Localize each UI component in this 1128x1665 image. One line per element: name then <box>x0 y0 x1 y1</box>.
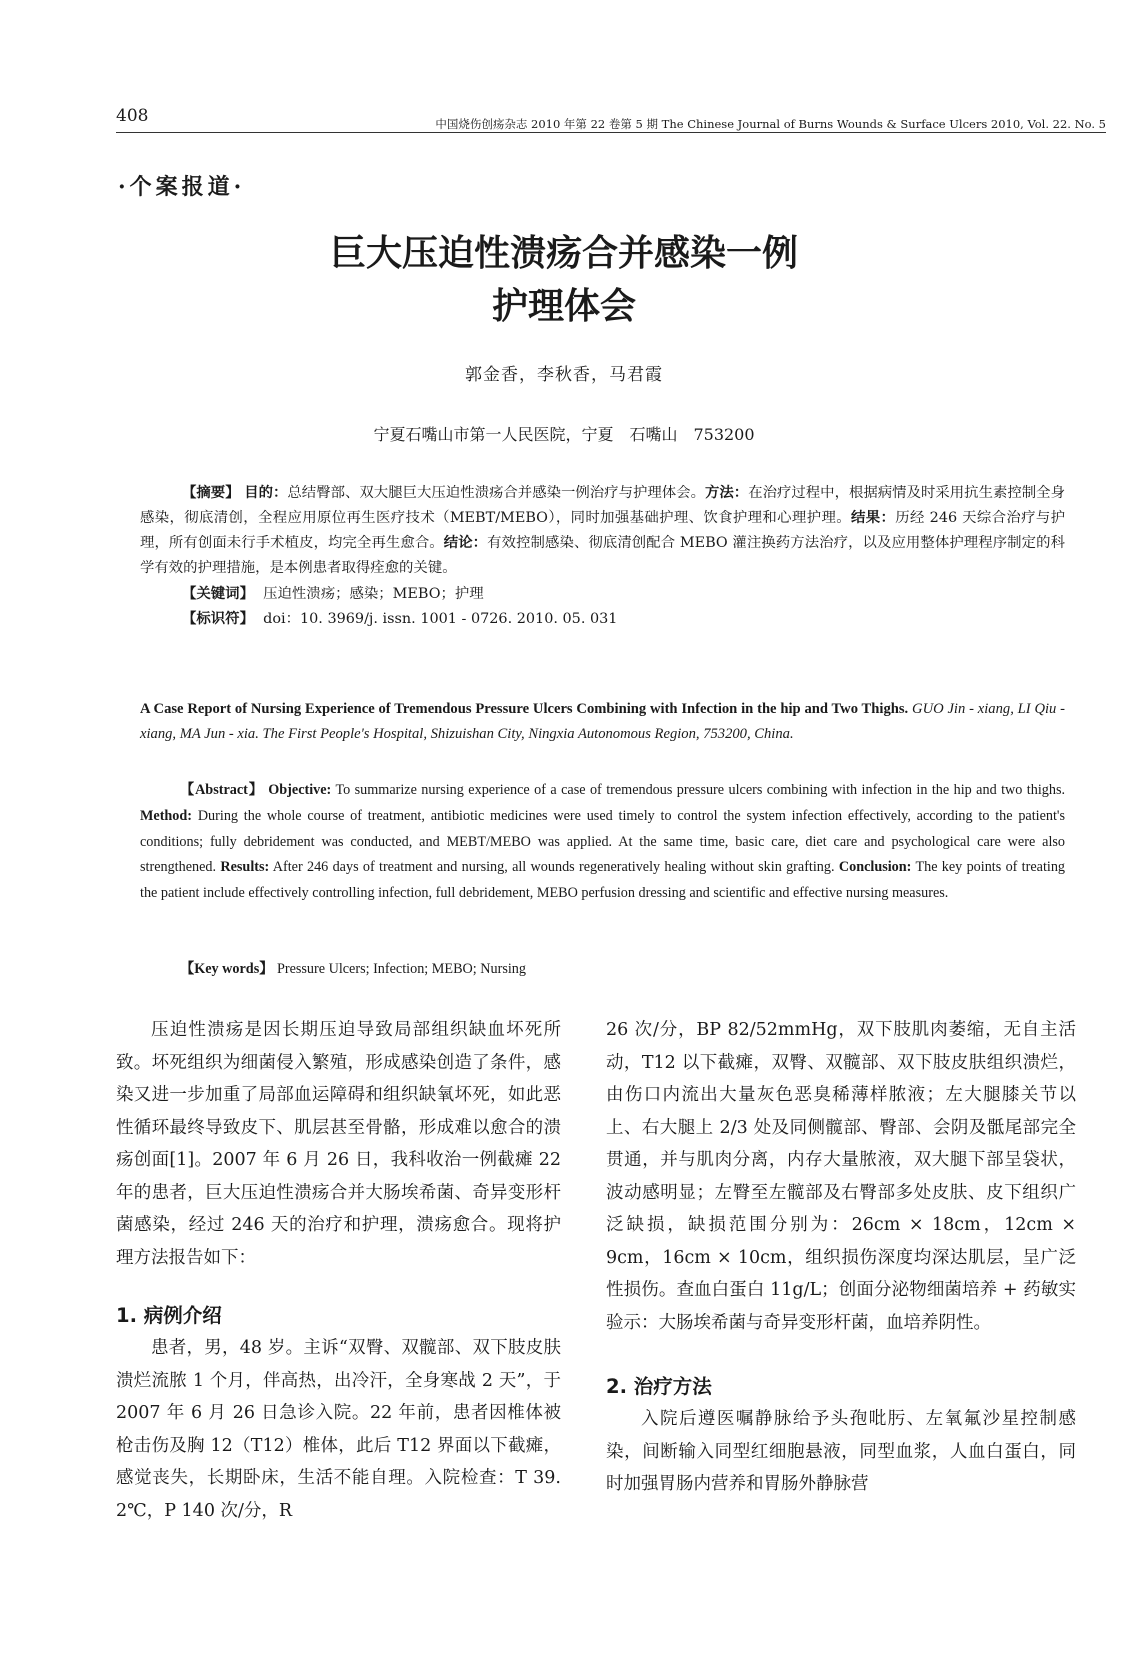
affiliation: 宁夏石嘴山市第一人民医院，宁夏 石嘴山 753200 <box>373 425 755 444</box>
en-conclusion-label: Conclusion: <box>838 859 912 876</box>
en-keywords-label: 【Key words】 <box>180 961 274 977</box>
article-title-line1: 巨大压迫性溃疡合并感染一例 <box>329 233 798 274</box>
journal-citation: 中国烧伤创疡杂志 2010 年第 22 卷第 5 期 The Chinese Journal of Burns Wounds & Surface Ulcers 2010, Vol. 22. No. 5 <box>435 117 1106 131</box>
identifier-line <box>182 607 617 628</box>
intro-paragraph: 压迫性溃疡是因长期压迫导致局部组织缺血坏死所致。坏死组织为细菌侵入繁殖，形成感染创造了条件，感染又进一步加重了局部血运障碍和组织缺氧坏死，如此恶性循环最终导致皮下、肌层甚至骨骼，形成难以愈合的溃疡创面[1]。2007 年 6 月 26 日，我科收治一例截瘫 22 年的患者，巨大压迫性溃疡合并大肠埃希菌、奇异变形杆菌感染，经过 246 天的治疗和护理，溃疡愈合。现将护理方法报告如下： <box>116 1020 561 1268</box>
en-method-label: Method: <box>140 807 193 824</box>
keywords-text: 压迫性溃疡；感染；MEBO；护理 <box>263 586 484 602</box>
english-title: A Case Report of Nursing Experience of Tremendous Pressure Ulcers Combining with Infection in the hip and Two Thighs. <box>140 701 909 717</box>
method-text: 在治疗过程中，根据病情及时采用抗生素控制全身感染，彻底清创，全程应用原位再生医疗技术（MEBT/MEBO），同时加强基础护理、饮食护理和心理护理。 <box>140 485 1065 526</box>
conclusion-text: 有效控制感染、彻底清创配合 MEBO 灌注换药方法治疗，以及应用整体护理程序制定的科学有效的护理措施，是本例患者取得痊愈的关键。 <box>140 535 1065 576</box>
method-label: 方法： <box>704 485 749 501</box>
identifier-label: 【标识符】 <box>182 611 254 627</box>
en-conclusion-text: The key points of treating the patient include effectively controlling infection, full debridement, MEBO perfusion dressing and scientific and effective nursing measures. <box>140 859 1066 902</box>
body-column-right <box>606 1014 1076 1501</box>
keywords-label: 【关键词】 <box>182 586 254 602</box>
treatment-paragraph: 入院后遵医嘱静脉给予头孢吡肟、左氧氟沙星控制感染，间断输入同型红细胞悬液，同型血浆，人血白蛋白，同时加强胃肠内营养和胃肠外静脉营 <box>606 1409 1076 1494</box>
result-text: 历经 246 天综合治疗与护理，所有创面未行手术植皮，均完全再生愈合。 <box>140 510 1065 551</box>
en-abstract-label: 【Abstract】 <box>180 782 264 798</box>
chinese-abstract <box>140 481 1065 581</box>
authors: 郭金香，李秋香，马君霞 <box>465 365 663 385</box>
en-objective-text: To summarize nursing experience of a case of tremendous pressure ulcers combining with infection in the hip and two thighs. <box>335 782 1066 798</box>
english-authors-affiliation: GUO Jin - xiang, LI Qiu - xiang, MA Jun - xia. The First People's Hospital, Shizuishan City, Ningxia Autonomous Region, 753200, China. <box>140 701 1066 742</box>
keywords-line <box>182 582 484 603</box>
english-title-block <box>140 697 1065 747</box>
objective-text: 总结臀部、双大腿巨大压迫性溃疡合并感染一例治疗与护理体会。 <box>287 485 705 501</box>
en-results-label: Results: <box>220 859 270 876</box>
case-description-paragraph: 患者，男，48 岁。主诉“双臀、双髋部、双下肢皮肤溃烂流脓 1 个月，伴高热，出冷汗，全身寒战 2 天”，于 2007 年 6 月 26 日急诊入院。22 年前，患者因椎体被枪击伤及胸 12（T12）椎体，此后 T12 界面以下截瘫，感觉丧失，长期卧床，生活不能自理。入院检查：T 39. 2℃，P 140 次/分，R <box>116 1338 561 1521</box>
abstract-label: 【摘要】 <box>182 485 240 501</box>
body-column-left <box>116 1014 561 1527</box>
en-objective-label: Objective: <box>268 782 332 798</box>
english-abstract <box>140 778 1065 907</box>
case-description-continued: 26 次/分，BP 82/52mmHg，双下肢肌肉萎缩，无自主活动，T12 以下截瘫，双臀、双髋部、双下肢皮肤组织溃烂，由伤口内流出大量灰色恶臭稀薄样脓液；左大腿膝关节以上、右大腿上 2/3 处及同侧髋部、臀部、会阴及骶尾部完全贯通，并与肌肉分离，内存大量脓液，双大腿下部呈袋状，波动感明显；左臀至左髋部及右臀部多处皮肤、皮下组织广泛缺损，缺损范围分别为：26cm × 18cm，12cm × 9cm，16cm × 10cm，组织损伤深度均深达肌层，呈广泛性损伤。查血白蛋白 11g/L；创面分泌物细菌培养 + 药敏实验示：大肠埃希菌与奇异变形杆菌，血培养阴性。 <box>606 1020 1076 1333</box>
result-label: 结果： <box>850 510 896 526</box>
conclusion-label: 结论： <box>443 535 488 551</box>
en-keywords-text: Pressure Ulcers; Infection; MEBO; Nursing <box>276 961 526 977</box>
en-method-text: During the whole course of treatment, antibiotic medicines were used timely to control the system infection effectively, according to the patient's conditions; fully debridement was conducted, and MEBT/MEBO was applied. At the same time, basic care, diet care and psychological care were also strengthened. <box>140 807 1066 876</box>
page-number: 408 <box>116 106 149 126</box>
article-title-line2: 护理体会 <box>491 286 636 327</box>
section-2-heading: 2. 治疗方法 <box>606 1375 712 1398</box>
running-header <box>116 106 1106 133</box>
doi-text: doi：10. 3969/j. issn. 1001 - 0726. 2010. 05. 031 <box>263 611 618 627</box>
en-results-text: After 246 days of treatment and nursing, all wounds regeneratively healing without skin grafting. <box>272 859 835 876</box>
objective-label: 目的： <box>244 485 288 501</box>
section-tag: ·个案报道· <box>118 174 246 200</box>
english-keywords <box>180 958 526 978</box>
section-1-heading: 1. 病例介绍 <box>116 1304 222 1327</box>
